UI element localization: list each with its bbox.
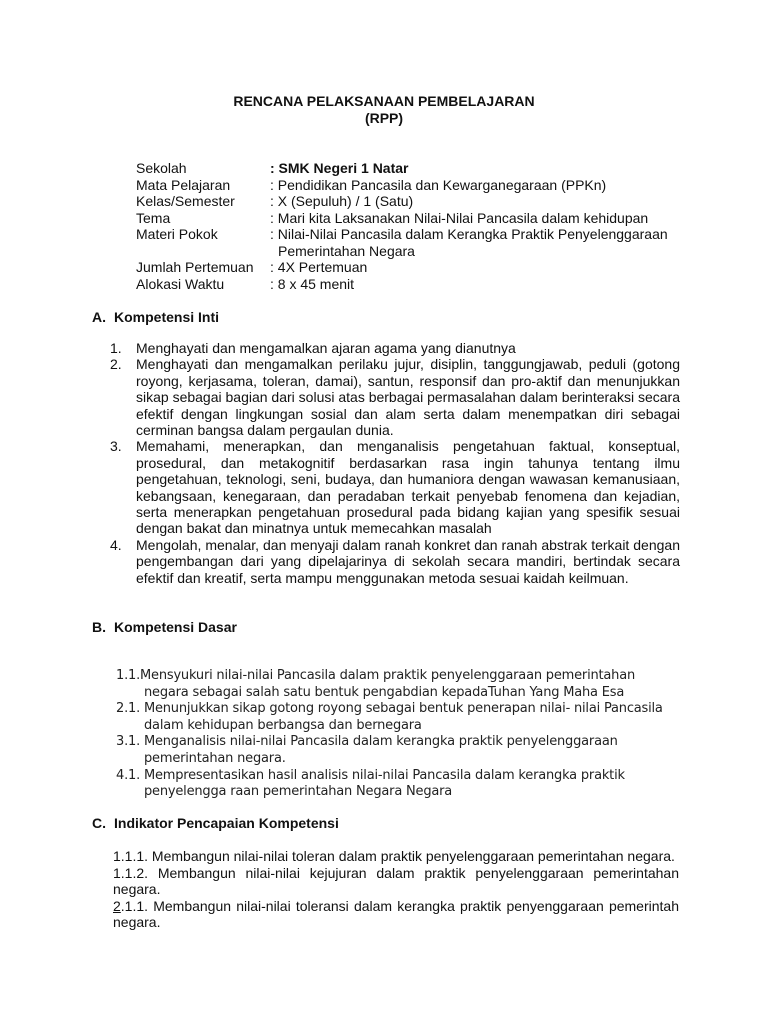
list-number: 2.1. [116,701,141,717]
list-number: 1. [110,340,122,356]
section-heading-indikator [92,815,339,831]
info-row-jumlah-pertemuan [136,259,670,276]
info-label: Alokasi Waktu [136,275,225,292]
info-row-mata-pelajaran [136,177,670,194]
list-text: Memahami, menerapkan, dan menganalisis pengetahuan faktual, konseptual, prosedural, dan metakognitif berdasarkan rasa ingin tahunya tentang ilmu pengetahuan, teknologi, seni, budaya, dan humaniora dengan wawasan kemanusiaan, kebangsaan, kenegaraan, dan peradaban terkait penyebab fenomena dan kejadian, serta menerapkan pengetahuan prosedural pada bidang kajian yang spesifik sesuai dengan bakat dan minatnya untuk memecahkan masalah [136,438,680,537]
list-number: 4. [110,536,122,553]
list-item [110,356,680,438]
info-row-kelas-semester [136,193,670,210]
info-label: Kelas/Semester [136,193,235,209]
section-heading-kompetensi-inti [92,309,219,325]
info-label: Tema [136,209,171,226]
info-label: Materi Pokok [136,226,218,242]
info-block [136,160,670,292]
list-item [110,438,680,536]
list-text: Menunjukkan sikap gotong royong sebagai bentuk penerapan nilai- nilai Pancasila dalam kehidupan berbangsa dan bernegara [140,701,663,733]
section-heading-kompetensi-dasar [92,619,237,635]
kompetensi-inti-list [110,340,680,586]
info-label: Mata Pelajaran [136,176,231,193]
list-text: Menganalisis nilai-nilai Pancasila dalam kerangka praktik penyelenggaraan pemerintahan negara. [140,734,618,766]
info-value: : Pendidikan Pancasila dan Kewarganegaraan (PPKn) [270,176,607,193]
info-value: : 4X Pertemuan [270,259,368,275]
indikator-list [113,848,679,931]
info-row-tema [136,210,670,227]
list-item [113,898,679,931]
list-item [110,340,680,356]
list-item [116,701,682,734]
info-row-alokasi-waktu [136,276,670,293]
list-item [116,768,682,801]
list-text: 1.1.2. Membangun nilai-nilai kejujuran dalam praktik penyelenggaraan pemerintahan negara. [113,864,679,898]
list-text: 1.1.1. Membangun nilai-nilai toleran dalam praktik penyelenggaraan pemerintahan negara. [113,848,675,864]
info-value-continuation: Pemerintahan Negara [278,242,415,259]
section-letter: A. [92,309,106,325]
list-number: 1.1. [116,668,141,683]
info-row-materi-pokok [136,226,670,259]
list-number: 4.1. [116,767,141,783]
list-item [113,865,679,898]
info-value: : SMK Negeri 1 Natar [270,160,409,176]
list-prefix: 2 [113,897,121,914]
document-subtitle: (RPP) [364,110,404,126]
list-text: Menghayati dan mengamalkan perilaku jujur, disiplin, tanggungjawab, peduli (gotong royong, kerjasama, toleran, damai), santun, responsif dan pro-aktif dan menunjukkan sikap sebagai bagian dari solusi atas berbagai permasalahan dalam berinteraksi secara efektif dengan lingkungan sosial dan alam serta dalam menempatkan diri sebagai cerminan bangsa dalam pergaulan dunia. [136,356,680,439]
info-row-sekolah [136,160,670,177]
info-label: Jumlah Pertemuan [136,259,254,275]
list-text: .1.1. Membangun nilai-nilai toleransi dalam kerangka praktik penyenggaraan pemerintah negara. [113,897,679,931]
list-text: Menghayati dan mengamalkan ajaran agama yang dianutnya [136,340,516,356]
document-title: RENCANA PELAKSANAAN PEMBELAJARAN [233,93,535,109]
info-value: : Nilai-Nilai Pancasila dalam Kerangka Praktik Penyelenggaraan [270,226,668,242]
kompetensi-dasar-list [116,668,682,801]
info-label: Sekolah [136,160,187,176]
list-number: 2. [110,356,122,373]
info-value: : 8 x 45 menit [270,275,355,292]
list-item [116,668,682,701]
section-title: Kompetensi Inti [114,309,220,325]
list-item [113,848,679,865]
list-item [116,734,682,767]
list-number: 3. [110,438,122,455]
list-number: 3.1. [116,734,141,750]
list-text: Mempresentasikan hasil analisis nilai-nilai Pancasila dalam kerangka praktik penyelengga raan pemerintahan Negara Negara [140,767,625,800]
list-item [110,537,680,586]
section-title: Indikator Pencapaian Kompetensi [114,815,339,831]
section-letter: B. [92,619,106,635]
info-value: : X (Sepuluh) / 1 (Satu) [270,193,414,209]
list-text: Mensyukuri nilai-nilai Pancasila dalam praktik penyelenggaraan pemerintahan negara sebagai salah satu bentuk pengabdian kepadaTuhan Yang Maha Esa [140,668,636,700]
info-value: : Mari kita Laksanakan Nilai-Nilai Pancasila dalam kehidupan [270,209,649,226]
section-letter: C. [92,815,106,831]
section-title: Kompetensi Dasar [114,619,237,635]
list-text: Mengolah, menalar, dan menyaji dalam ranah konkret dan ranah abstrak terkait dengan pengembangan dari yang dipelajarinya di sekolah secara mandiri, bertindak secara efektif dan kreatif, serta mampu menggunakan metoda sesuai kaidah keilmuan. [136,536,680,586]
